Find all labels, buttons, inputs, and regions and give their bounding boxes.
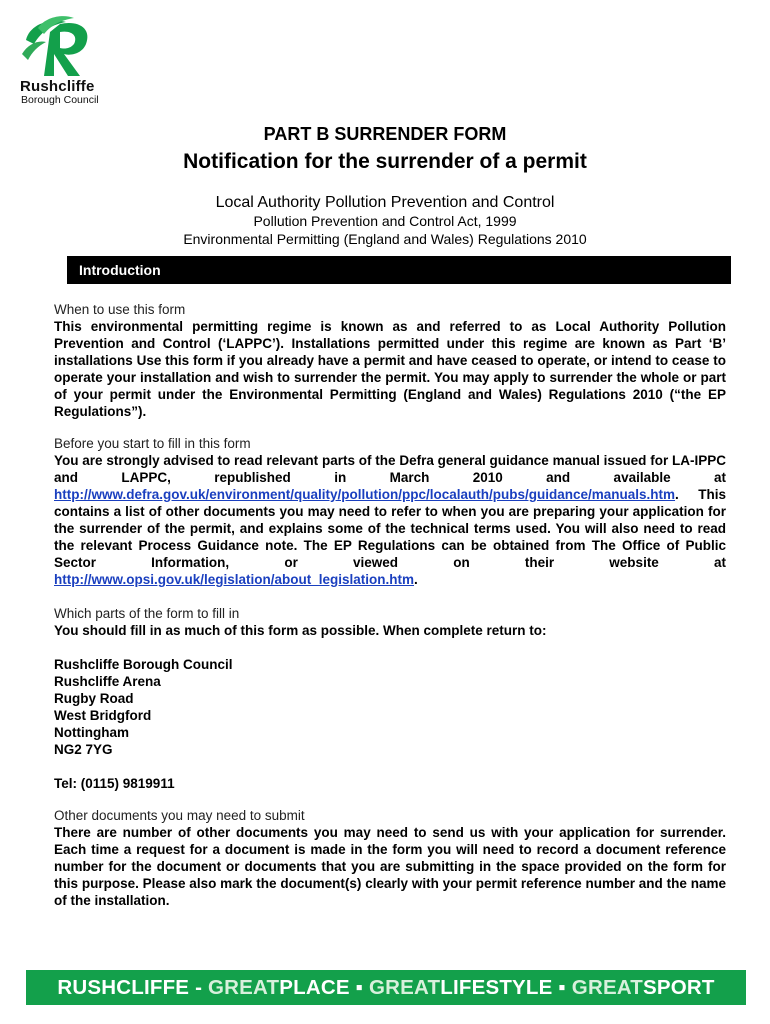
address-line: Rushcliffe Arena [54, 674, 161, 689]
form-title: PART B SURRENDER FORM [263, 124, 507, 144]
footer-text: GREAT [571, 976, 644, 999]
body-text: . [414, 572, 418, 587]
rushcliffe-leaf-r-icon [20, 14, 100, 78]
council-logo [20, 14, 120, 106]
introduction-banner [67, 256, 731, 284]
form-subtitle: Notification for the surrender of a permit [183, 150, 587, 173]
telephone-number: Tel: (0115) 9819911 [54, 776, 175, 791]
act-line: Pollution Prevention and Control Act, 1999 [253, 213, 517, 229]
defra-guidance-link[interactable]: http://www.defra.gov.uk/environment/quality/pollution/ppc/localauth/pubs/guidance/manuals.htm [54, 487, 676, 502]
footer-separator: ▪ [355, 976, 364, 999]
footer-text: RUSHCLIFFE - [57, 976, 203, 999]
address-line: Nottingham [54, 725, 129, 740]
address-line: West Bridgford [54, 708, 152, 723]
introduction-label: Introduction [79, 262, 161, 278]
address-line: NG2 7YG [54, 742, 113, 757]
logo-subtitle: Borough Council [21, 94, 99, 106]
section-before-you-start [54, 435, 726, 588]
section-heading: Which parts of the form to fill in [54, 606, 240, 621]
opsi-legislation-link[interactable]: http://www.opsi.gov.uk/legislation/about_legislation.htm [54, 572, 415, 587]
section-when-to-use [54, 301, 726, 420]
body-text: . This contains a list of other documents you may need to refer to when you are preparing your application for the surrender of the permit, and explains some of the technical terms used. You will also need to read the relevant Process Guidance note. The EP Regulations can be obtained from The Office of Public Sector Information, or viewed on their website at [54, 487, 726, 570]
body-text: You are strongly advised to read relevant parts of the Defra general guidance manual issued for LA-IPPC and LAPPC, republished in March 2010 and available at [54, 453, 726, 485]
logo-name: Rushcliffe [20, 78, 95, 95]
section-body: This environmental permitting regime is known as and referred to as Local Authority Pollution Prevention and Control (‘LAPPC’). Installations permitted under this regime are known as Part ‘B’ installations Use this form if you already have a permit and have ceased to operate, or intend to cease to operate your installation and wish to surrender the permit. You may apply to surrender the whole or part of your permit under the Environmental Permitting (England and Wales) Regulations 2010 (“the EP Regulations”). [54, 319, 726, 419]
footer-text: GREAT [369, 976, 441, 999]
footer-text: SPORT [643, 976, 715, 999]
return-address [54, 656, 726, 758]
regulations-line: Environmental Permitting (England and Wales) Regulations 2010 [183, 231, 587, 247]
section-which-parts [54, 605, 726, 792]
address-line: Rushcliffe Borough Council [54, 657, 233, 672]
section-body: There are number of other documents you may need to send us with your application for surrender. Each time a request for a document is made in the form you will need to record a document reference number for the document or documents that you are submitting in the space provided on the form for this purpose. Please also mark the document(s) clearly with your permit reference number and the name of the installation. [54, 825, 726, 908]
footer-text: LIFESTYLE [440, 976, 553, 999]
section-heading: Other documents you may need to submit [54, 808, 305, 823]
section-body [54, 452, 726, 588]
regime-line: Local Authority Pollution Prevention and Control [215, 194, 555, 211]
footer-slogan [26, 976, 746, 1000]
section-heading: Before you start to fill in this form [54, 436, 251, 451]
footer-separator: ▪ [558, 976, 566, 999]
footer-banner [26, 970, 746, 1005]
section-body: You should fill in as much of this form as possible. When complete return to: [54, 623, 547, 638]
address-line: Rugby Road [54, 691, 134, 706]
section-heading: When to use this form [54, 302, 186, 317]
footer-text: PLACE [279, 976, 350, 999]
section-other-documents [54, 807, 726, 909]
footer-text: GREAT [208, 976, 280, 999]
